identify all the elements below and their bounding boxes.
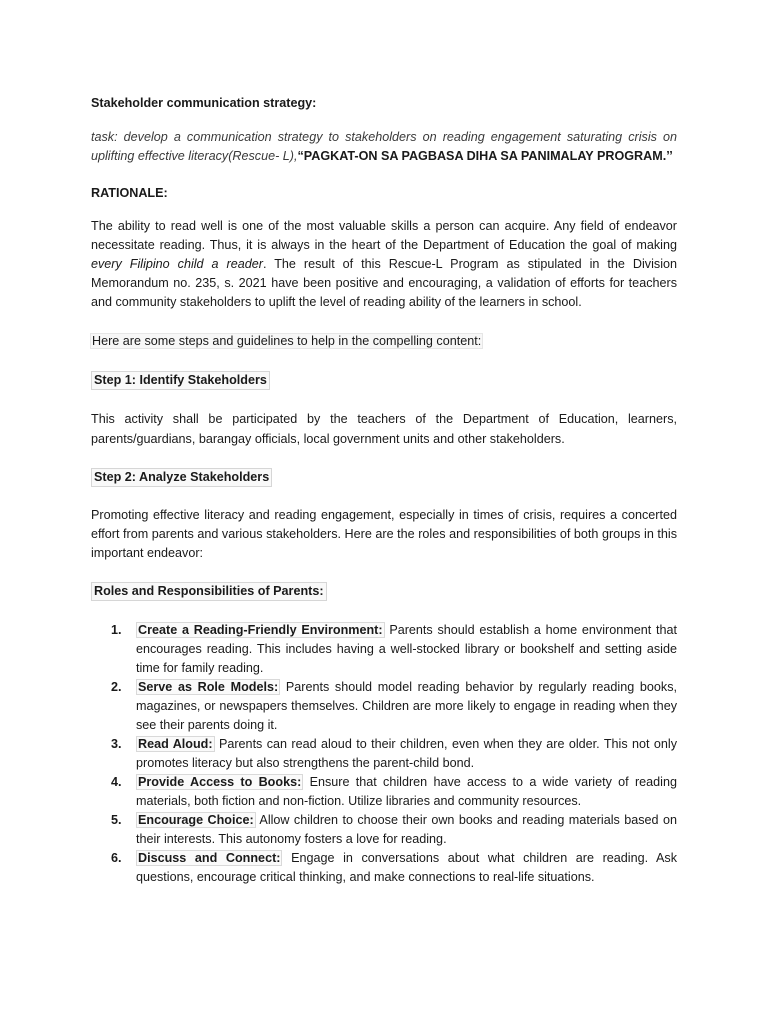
roles-title: Roles and Responsibilities of Parents: xyxy=(91,582,327,601)
rationale-text-1: The ability to read well is one of the most valuable skills a person can acquire. Any field of endeavor necessitate reading. Thus, it is always in the heart of the Department of Education the goal of making xyxy=(91,219,677,252)
list-item xyxy=(91,678,677,735)
rationale-text-2: . The result of this Rescue-L Program as stipulated in the Division Memorandum no. 235, s. 2021 have been positive and encouraging, a validation of efforts for teachers and community stakeholders to uplift the level of reading ability of the learners in school. xyxy=(91,257,677,309)
list-item-number: 3. xyxy=(111,737,122,751)
step2-text: Promoting effective literacy and reading engagement, especially in times of crisis, requires a concerted effort from parents and various stakeholders. Here are the roles and responsibilities of both groups in this important endeavor: xyxy=(91,508,677,560)
rationale-label: RATIONALE: xyxy=(91,186,168,200)
list-item xyxy=(91,621,677,678)
step1-text: This activity shall be participated by the teachers of the Department of Education, learners, parents/guardians, barangay officials, local government units and other stakeholders. xyxy=(91,412,677,446)
list-item xyxy=(91,811,677,849)
list-item-title: Serve as Role Models: xyxy=(138,680,279,694)
rationale-paragraph xyxy=(91,217,677,312)
list-item-number: 6. xyxy=(111,851,122,865)
list-item-number: 5. xyxy=(111,813,122,827)
list-item-number: 1. xyxy=(111,623,122,637)
list-item-title: Provide Access to Books: xyxy=(138,775,302,789)
list-item-title: Create a Reading-Friendly Environment: xyxy=(138,623,383,637)
list-item-text: Engage in conversations about what children are reading. Ask questions, encourage critical thinking, and make connections to real-life situations. xyxy=(136,851,677,884)
list-item-title: Read Aloud: xyxy=(138,737,213,751)
list-item xyxy=(91,773,677,811)
list-item-text: Parents should establish a home environment that encourages reading. This includes having a well-stocked library or bookshelf and setting aside time for family reading. xyxy=(136,623,677,675)
document-heading: Stakeholder communication strategy: xyxy=(91,96,317,110)
task-text: task: develop a communication strategy to stakeholders on reading engagement saturating crisis on uplifting effective literacy(Rescue- L), xyxy=(91,130,677,163)
rationale-emphasis: every Filipino child a reader xyxy=(91,257,263,271)
step1-heading xyxy=(91,371,677,390)
list-item-text: Parents should model reading behavior by regularly reading books, magazines, or newspapers themselves. Children are more likely to engage in reading when they see their parents doing it. xyxy=(136,680,678,732)
list-item-text: Ensure that children have access to a wide variety of reading materials, both fiction and non-fiction. Utilize libraries and community resources. xyxy=(136,775,677,808)
guidelines-intro-text: Here are some steps and guidelines to help in the compelling content: xyxy=(92,334,482,348)
list-item xyxy=(91,735,677,773)
guidelines-intro xyxy=(91,332,677,351)
step1-title: Step 1: Identify Stakeholders xyxy=(91,371,270,390)
roles-heading xyxy=(91,582,677,601)
list-item-number: 2. xyxy=(111,680,122,694)
roles-list xyxy=(91,621,677,887)
list-item xyxy=(91,849,677,887)
list-item-text: Allow children to choose their own books and reading materials based on their interests. This autonomy fosters a love for reading. xyxy=(136,813,677,846)
task-paragraph xyxy=(91,128,677,166)
list-item-title: Encourage Choice: xyxy=(138,813,254,827)
step2-title: Step 2: Analyze Stakeholders xyxy=(91,468,272,487)
list-item-title: Discuss and Connect: xyxy=(138,851,281,865)
step2-heading xyxy=(91,468,677,487)
list-item-number: 4. xyxy=(111,775,122,789)
list-item-text: Parents can read aloud to their children, even when they are older. This not only promotes literacy but also strengthens the parent-child bond. xyxy=(136,737,677,770)
program-name: “PAGKAT-ON SA PAGBASA DIHA SA PANIMALAY PROGRAM.’’ xyxy=(297,149,673,163)
